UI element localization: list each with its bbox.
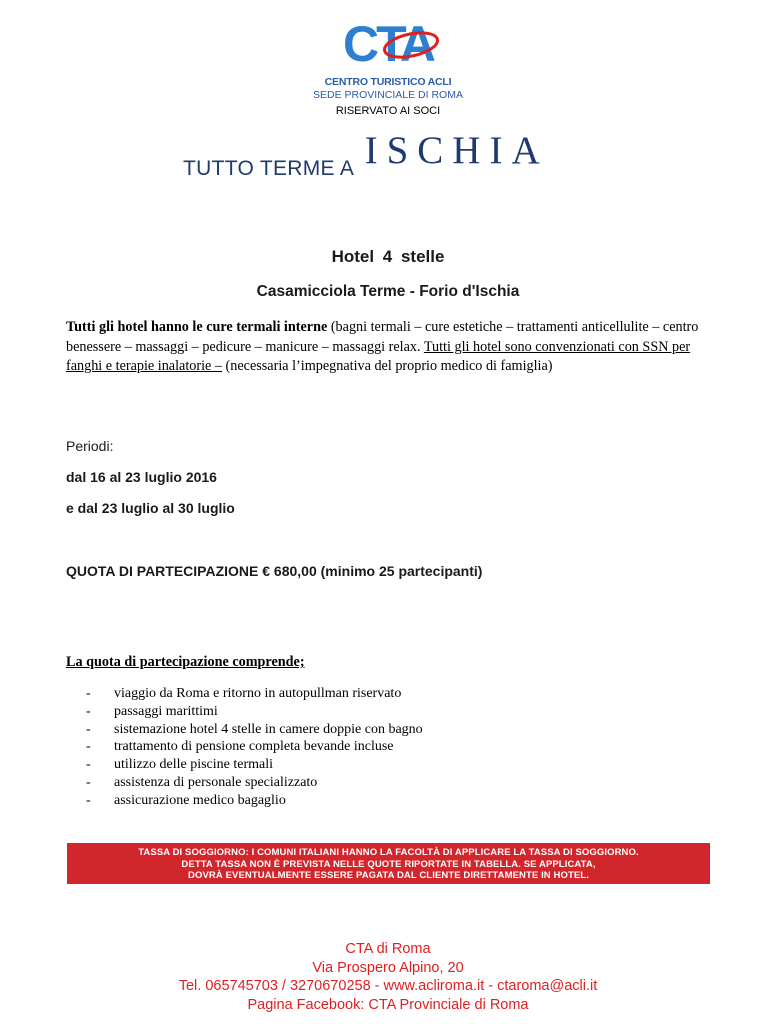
- cta-logo: [0, 18, 776, 117]
- tax-notice-line-2: DETTA TASSA NON È PREVISTA NELLE QUOTE RIPORTATE IN TABELLA. SE APPLICATA,: [181, 858, 596, 870]
- hotel-location: Casamicciola Terme - Forio d'Ischia: [256, 283, 520, 300]
- footer-facebook: Pagina Facebook: CTA Provinciale di Roma: [247, 996, 529, 1013]
- description-text-2: (necessaria l’impegnativa del proprio medico di famiglia): [222, 358, 553, 374]
- logo-swoosh-icon: [380, 28, 442, 62]
- periods-label: Periodi:: [66, 438, 114, 454]
- list-item: - sistemazione hotel 4 stelle in camere doppie con bagno: [86, 721, 423, 737]
- includes-list: [86, 685, 423, 810]
- footer-org-name: CTA di Roma: [345, 941, 431, 957]
- title-destination: ISCHIA: [364, 129, 549, 172]
- list-item: - passaggi marittimi: [86, 703, 218, 719]
- page-title: [183, 129, 549, 185]
- hotel-category: Hotel 4 stelle: [331, 247, 445, 266]
- logo-letters: CTA: [342, 16, 434, 72]
- title-prefix: TUTTO TERME A: [183, 157, 355, 180]
- logo-line-1: CENTRO TURISTICO ACLI: [324, 76, 452, 88]
- footer-contact-info: Tel. 065745703 / 3270670258 - www.acliroma.it - ctaroma@acli.it: [178, 978, 598, 994]
- footer-contacts: [0, 940, 776, 1014]
- includes-heading: La quota di partecipazione comprende;: [66, 654, 305, 670]
- period-item: dal 16 al 23 luglio 2016: [66, 469, 217, 485]
- list-item: - assistenza di personale specializzato: [86, 774, 318, 790]
- description-text-1: (bagni termali – cure estetiche – trattamenti anticellulite – centro benessere – massaggi – pedicure – manicure – massaggi relax.: [66, 319, 699, 355]
- tax-notice-line-1: TASSA DI SOGGIORNO: I COMUNI ITALIANI HANNO LA FACOLTÀ DI APPLICARE LA TASSA DI SOGGIORNO.: [138, 847, 639, 858]
- description-bold: Tutti gli hotel hanno le cure termali interne: [66, 319, 328, 335]
- participation-fee: QUOTA DI PARTECIPAZIONE € 680,00 (minimo 25 partecipanti): [66, 563, 483, 579]
- footer-address: Via Prospero Alpino, 20: [312, 959, 464, 976]
- description-underlined: Tutti gli hotel sono convenzionati con SSN per fanghi e terapie inalatorie –: [66, 338, 691, 374]
- list-item: - utilizzo delle piscine termali: [86, 757, 273, 773]
- list-item: - trattamento di pensione completa bevande incluse: [86, 739, 394, 755]
- logo-line-2: SEDE PROVINCIALE DI ROMA: [313, 89, 463, 101]
- description-paragraph: [66, 318, 726, 377]
- list-item: - viaggio da Roma e ritorno in autopullman riservato: [86, 686, 402, 701]
- tax-notice-line-3: DOVRÀ EVENTUALMENTE ESSERE PAGATA DAL CLIENTE DIRETTAMENTE IN HOTEL.: [188, 870, 589, 881]
- list-item: - assicurazione medico bagaglio: [86, 792, 286, 808]
- logo-reserved-note: RISERVATO AI SOCI: [335, 105, 441, 117]
- period-item: e dal 23 luglio al 30 luglio: [66, 500, 235, 516]
- cta-logo-mark: [328, 18, 448, 70]
- tax-notice-banner: [67, 843, 710, 884]
